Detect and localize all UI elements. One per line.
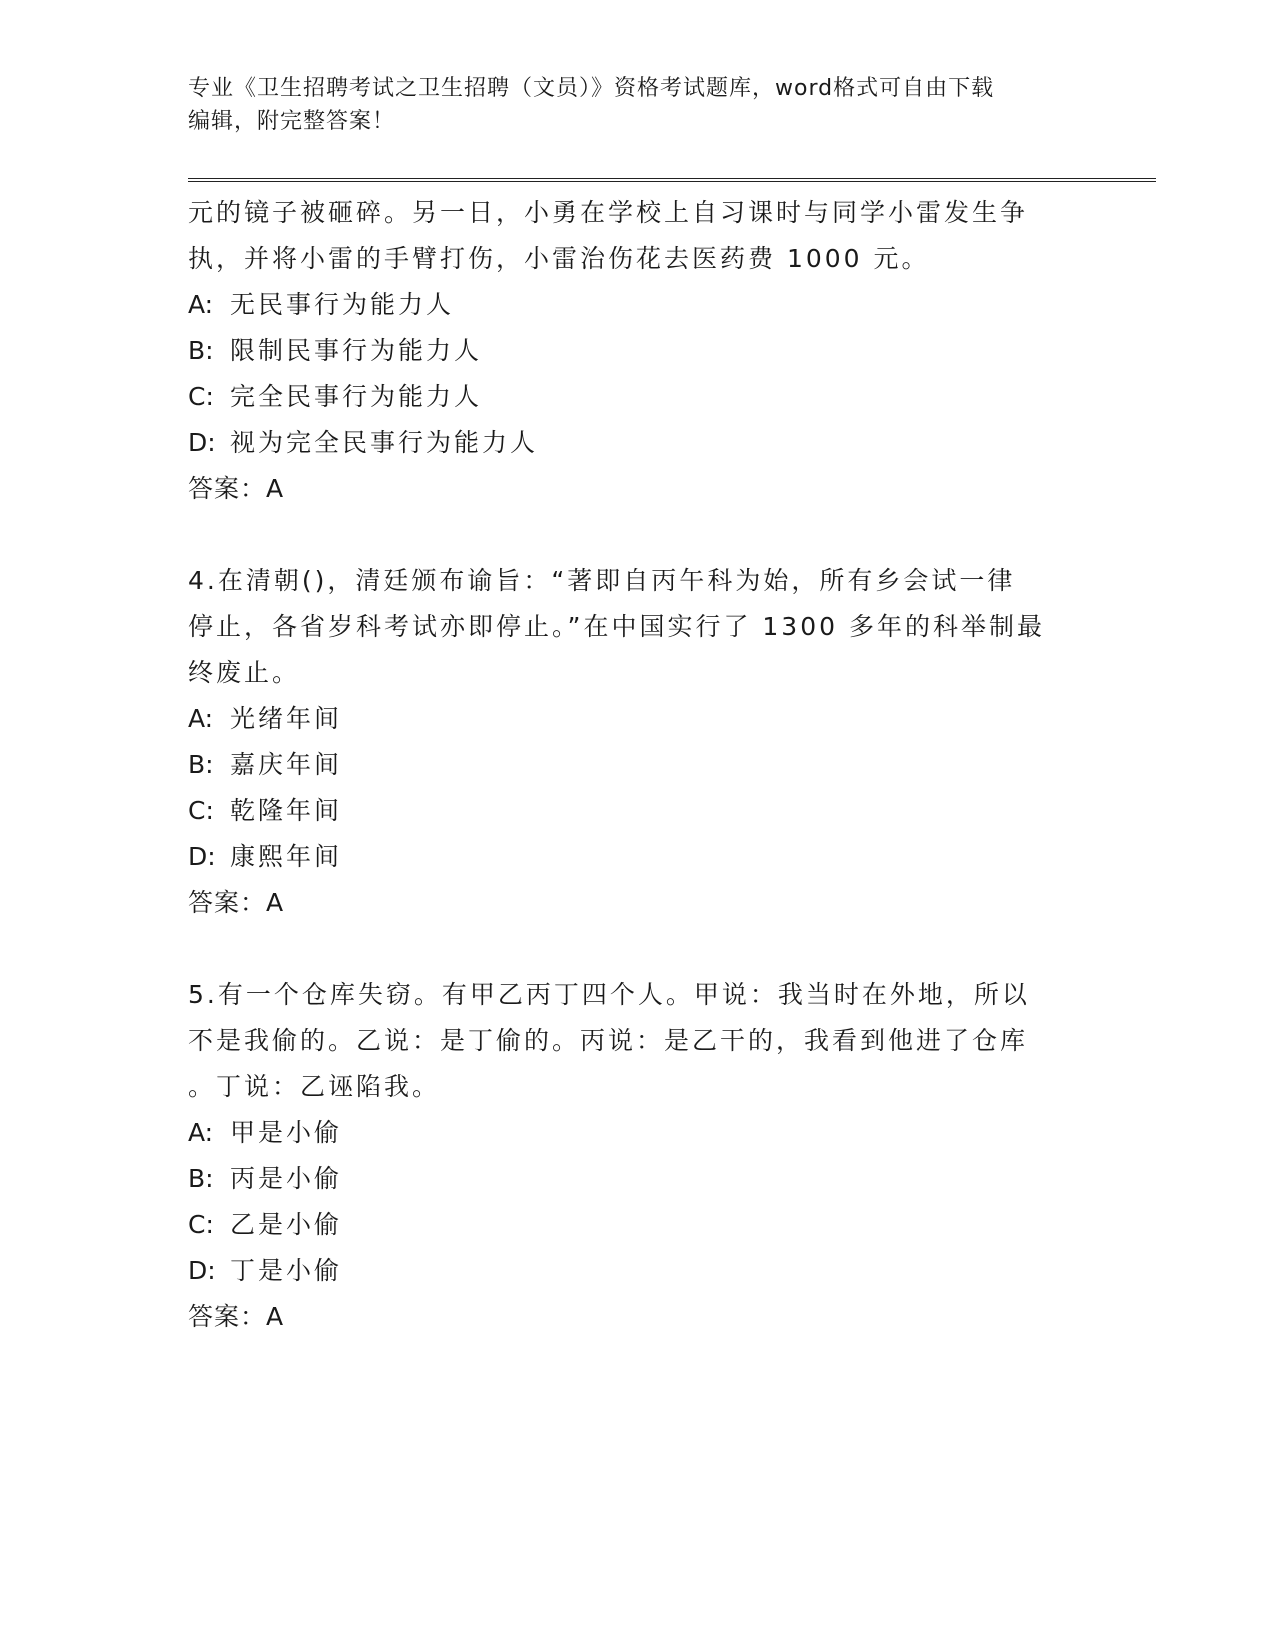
option-text: 光绪年间 [230,704,343,733]
option-text: 无民事行为能力人 [230,290,455,319]
question-5-option-b [188,1156,1088,1202]
spacer [188,926,1088,972]
question-3-option-b [188,328,1088,374]
option-text: 丙是小偷 [230,1164,343,1193]
option-text: 乙是小偷 [230,1210,343,1239]
header-line-1: 专业《卫生招聘考试之卫生招聘（文员）》资格考试题库，word格式可自由下载 [188,76,995,101]
option-key: B: [188,336,214,365]
question-5-option-c [188,1202,1088,1248]
question-4-option-c [188,788,1088,834]
option-key: C: [188,382,214,411]
question-3-option-d [188,420,1088,466]
question-3 [188,190,1088,512]
option-key: A: [188,1118,214,1147]
option-text: 乾隆年间 [230,796,343,825]
option-text: 甲是小偷 [230,1118,343,1147]
question-5-text-line-2: 不是我偷的。乙说：是丁偷的。丙说：是乙干的，我看到他进了仓库 [188,1026,1029,1055]
option-text: 完全民事行为能力人 [230,382,483,411]
header-line-2: 编辑，附完整答案！ [188,109,396,134]
question-4-option-b [188,742,1088,788]
question-5-answer: 答案：A [188,1302,285,1331]
option-key: D: [188,1256,216,1285]
option-key: C: [188,1210,214,1239]
question-4-option-d [188,834,1088,880]
option-key: D: [188,428,216,457]
question-3-text-line-1: 元的镜子被砸碎。另一日，小勇在学校上自习课时与同学小雷发生争 [188,198,1029,227]
option-key: B: [188,1164,214,1193]
option-key: D: [188,842,216,871]
question-5-option-a [188,1110,1088,1156]
question-4-option-a [188,696,1088,742]
question-4-text-line-2: 停止，各省岁科考试亦即停止。”在中国实行了 1300 多年的科举制最 [188,612,1045,641]
option-key: A: [188,704,214,733]
question-4-text-line-3: 终废止。 [188,658,301,687]
question-content [188,190,1088,1340]
option-key: B: [188,750,214,779]
question-5-text-line-1: 5.有一个仓库失窃。有甲乙丙丁四个人。甲说：我当时在外地，所以 [188,980,1030,1009]
option-text: 丁是小偷 [230,1256,343,1285]
option-text: 视为完全民事行为能力人 [230,428,539,457]
question-3-text-line-2: 执，并将小雷的手臂打伤，小雷治伤花去医药费 1000 元。 [188,244,930,273]
option-key: A: [188,290,214,319]
question-3-option-c [188,374,1088,420]
header-double-rule [188,178,1156,182]
option-text: 嘉庆年间 [230,750,343,779]
question-4 [188,558,1088,926]
question-5 [188,972,1088,1340]
question-4-answer: 答案：A [188,888,285,917]
option-key: C: [188,796,214,825]
question-3-answer: 答案：A [188,474,285,503]
option-text: 限制民事行为能力人 [230,336,483,365]
spacer [188,512,1088,558]
question-4-text-line-1: 4.在清朝()，清廷颁布谕旨：“著即自丙午科为始，所有乡会试一律 [188,566,1016,595]
option-text: 康熙年间 [230,842,343,871]
question-5-text-line-3: 。丁说：乙诬陷我。 [188,1072,441,1101]
page-header [188,72,1068,138]
question-5-option-d [188,1248,1088,1294]
question-3-option-a [188,282,1088,328]
